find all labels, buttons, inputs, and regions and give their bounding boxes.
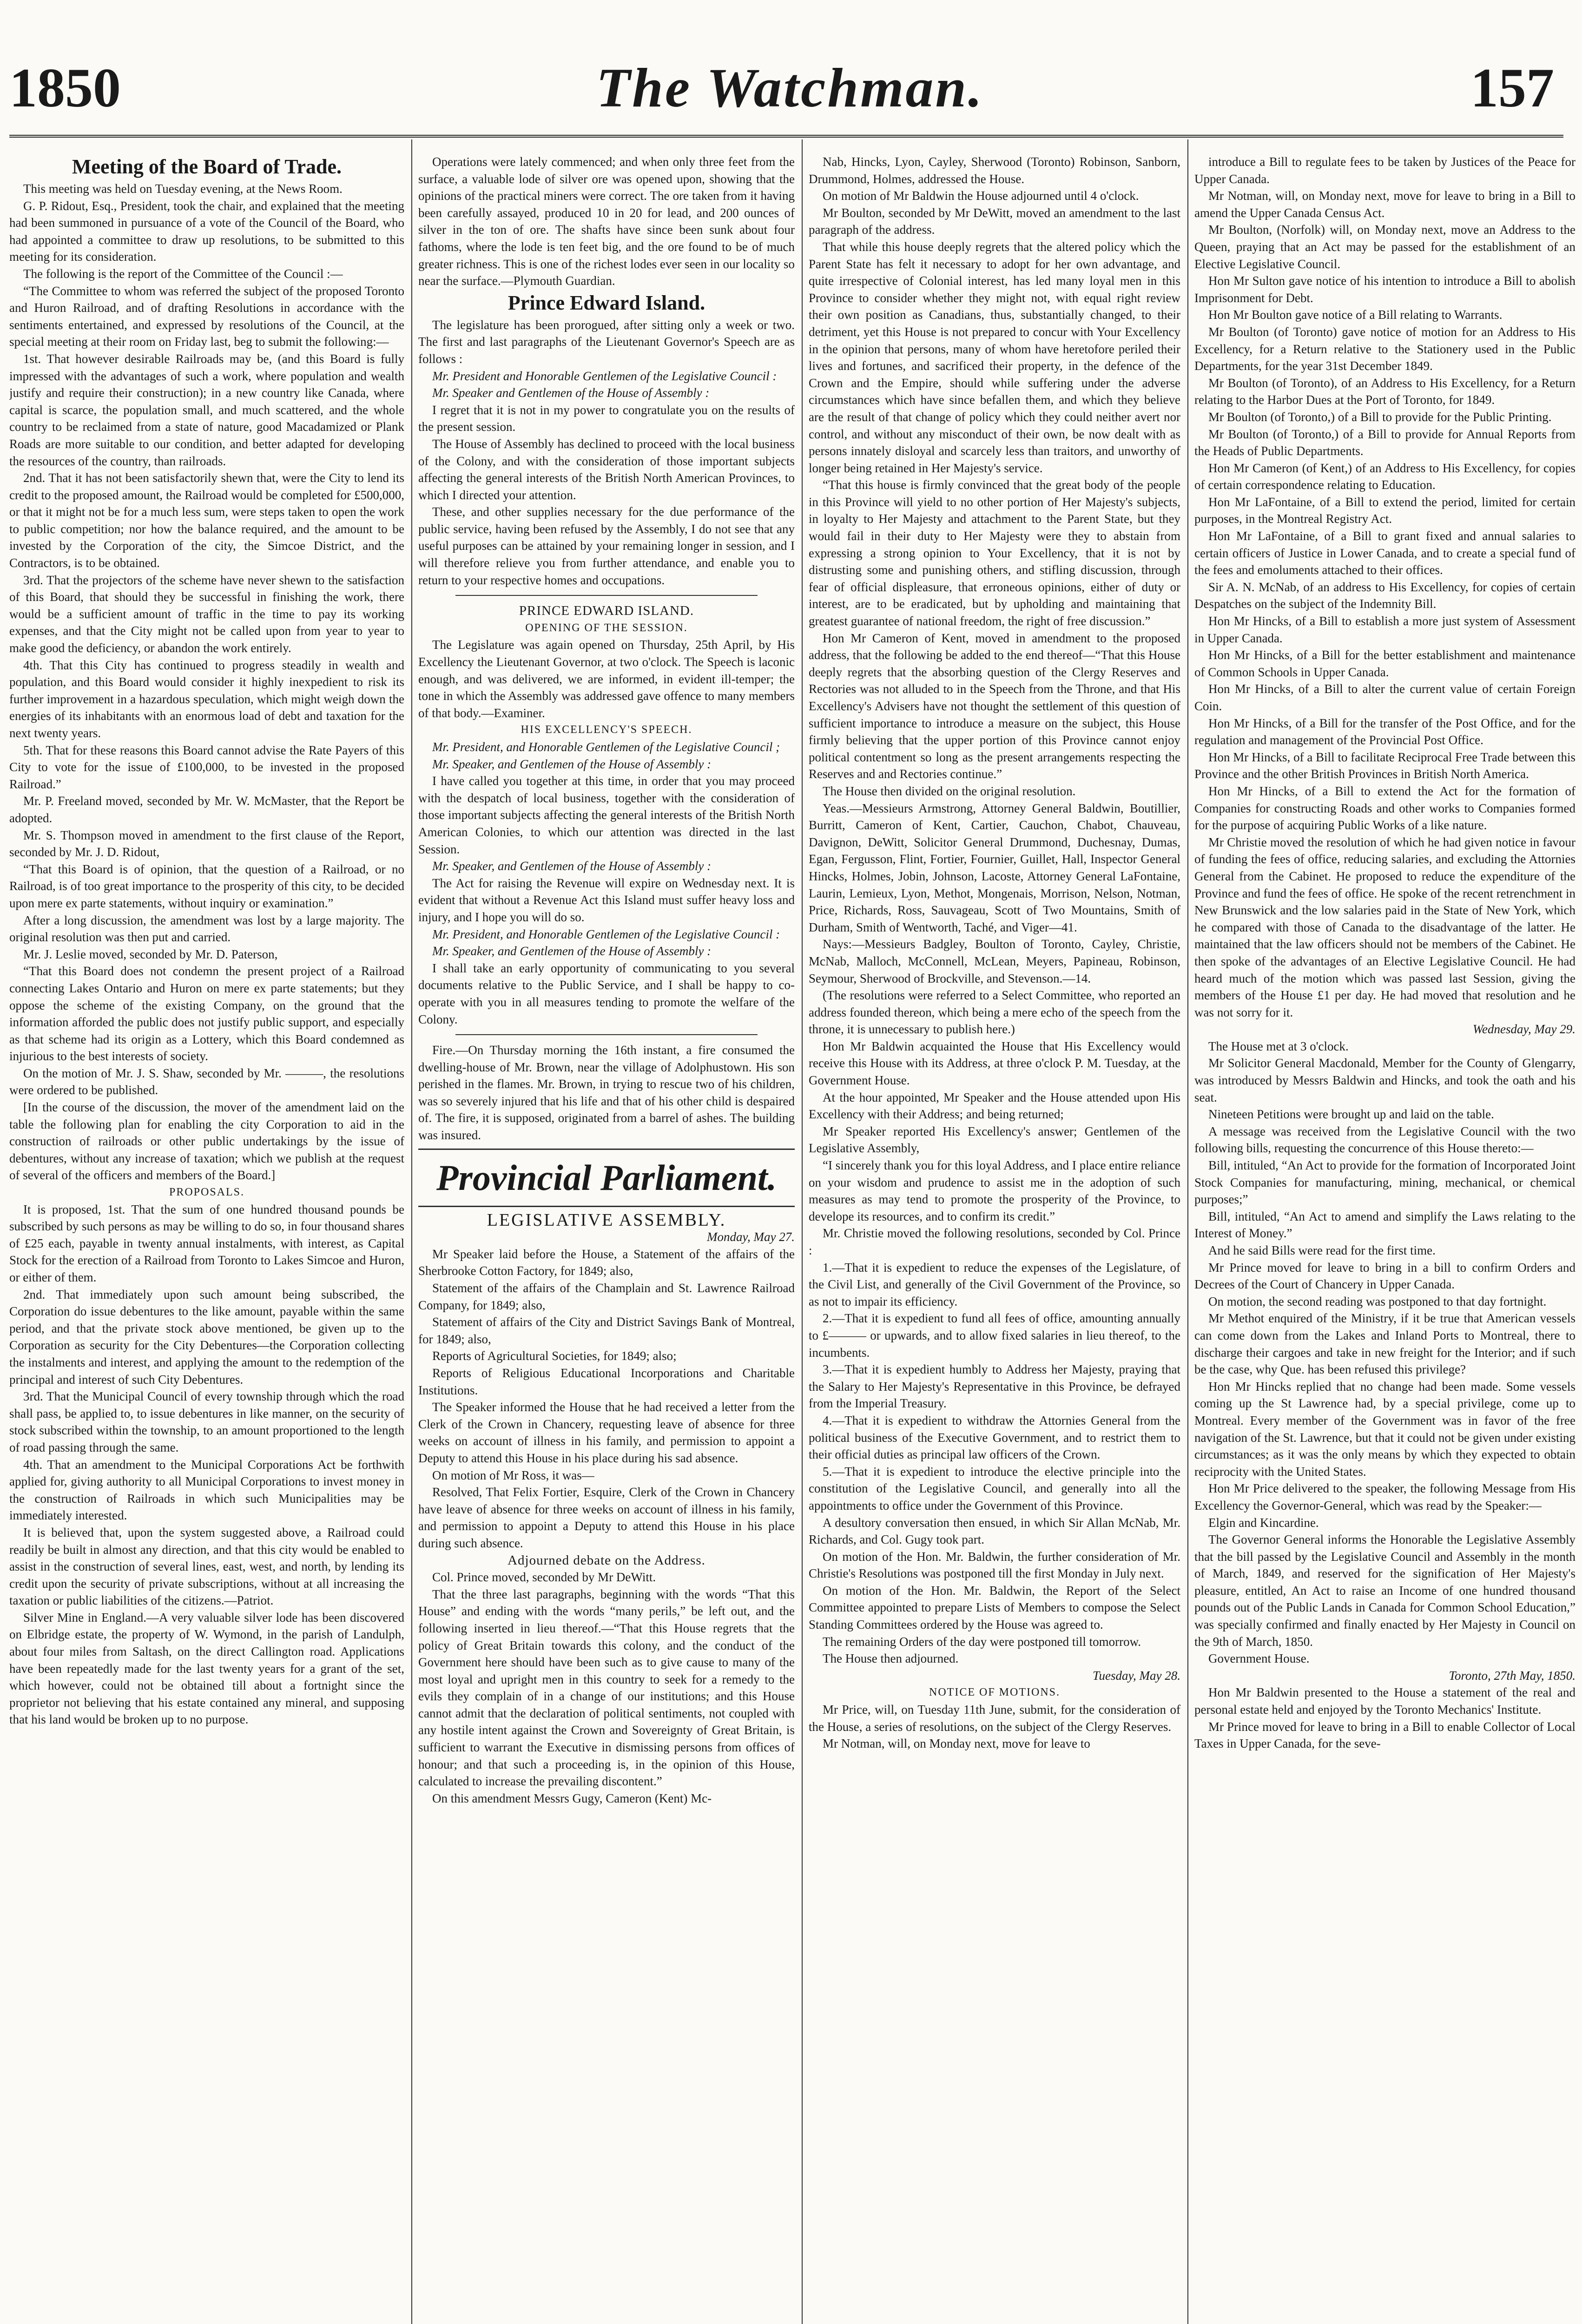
paragraph: On the motion of Mr. J. S. Shaw, seconded by Mr. ———, the resolutions were ordered to be published.: [9, 1066, 404, 1097]
paragraph: Hon Mr Hincks, of a Bill for the better establishment and maintenance of Common Schools in Upper Canada.: [1194, 648, 1575, 679]
paragraph: Bill, intituled, “An Act to amend and simplify the Laws relating to the Interest of Money.”: [1194, 1209, 1575, 1241]
paragraph: Hon Mr Hincks, of a Bill to alter the current value of certain Foreign Coin.: [1194, 682, 1575, 713]
paragraph: A desultory conversation then ensued, in which Sir Allan McNab, Mr. Richards, and Col. Gugy took part.: [809, 1515, 1180, 1547]
section-banner: Provincial Parliament.: [436, 1157, 777, 1198]
dateline: Monday, May 27.: [707, 1230, 795, 1244]
paragraph: “I sincerely thank you for this loyal Address, and I place entire reliance on your wisdom and prudence to assist me in the adoption of such measures as may tend to promote the prosperity of the Province, to develope its resources, and to confirm its credit.”: [809, 1158, 1180, 1223]
paragraph: And he said Bills were read for the first time.: [1208, 1243, 1436, 1257]
paragraph: On motion of the Hon. Mr. Baldwin, the further consideration of Mr. Christie's Resolutions was postponed till the first Monday in July next.: [809, 1549, 1180, 1581]
address-line: Mr. President and Honorable Gentlemen of the Legislative Council :: [432, 369, 777, 383]
section-subtitle: LEGISLATIVE ASSEMBLY.: [487, 1210, 726, 1230]
paragraph: 5.—That it is expedient to introduce the elective principle into the constitution of the Legislative Council, and generally into all the appointments to office under the Government of this Province.: [809, 1464, 1180, 1512]
paragraph: “That this house is firmly convinced that the great body of the people in this Province will yield to no other portion of Her Majesty's subjects, in loyalty to Her Majesty and attachment to the Parent State, but they would fail in their duty to Her Majesty were they to abstain from expressing a strong opinion to Your Excellency, that it is not by distrusting some and punishing others, and stifling discussion, through fear of official displeasure, that erroneous opinions, either of duty or interest, are to be eradicated, but by upholding and maintaining that greatest guarantee of national freedom, the right of free discussion.”: [809, 478, 1180, 628]
column-1: [9, 153, 404, 2324]
paragraph: 1st. That however desirable Railroads may be, (and this Board is fully impressed with the advantages of such a work, where population and wealth justify and require their construction); in a new country like Canada, where capital is scarce, the population small, and much scattered, and the whole country to be reclaimed from a state of nature, good Macadamized or Plank Roads are more suitable to our condition, and better adapted for developing the resources of the country, than railroads.: [9, 351, 404, 468]
dateline: Wednesday, May 29.: [1473, 1022, 1575, 1037]
paragraph: Fire.—On Thursday morning the 16th instant, a fire consumed the dwelling-house of Mr. Brown, near the village of Adolphustown. His son perished in the flames. Mr. Brown, in trying to rescue two of his children, was so severely injured that his life and that of his other child is despaired of. The fire, it is supposed, originated from a barrel of ashes. The building was insured.: [418, 1043, 795, 1142]
column-divider: [1187, 139, 1188, 2324]
paragraph: Hon Mr LaFontaine, of a Bill to extend the period, limited for certain purposes, in the Montreal Registry Act.: [1194, 495, 1575, 526]
masthead-rule: [9, 135, 1563, 138]
address-line: Mr. President, and Honorable Gentlemen of the Legislative Council ;: [432, 740, 780, 754]
paragraph: 2nd. That immediately upon such amount being subscribed, the Corporation do issue debentures to the like amount, payable within the same period, and that the private stock above mentioned, be given up to the Corporation as security for the City Debentures—the Corporation collecting the instalments and interest, and applying the amount to the redemption of the principal and interest of such City Debentures.: [9, 1287, 404, 1386]
paragraph: The remaining Orders of the day were postponed till tomorrow.: [823, 1634, 1141, 1649]
address-line: Mr. Speaker, and Gentlemen of the House of Assembly :: [432, 944, 712, 958]
article-heading: Prince Edward Island.: [508, 291, 705, 314]
paragraph: The Legislature was again opened on Thursday, 25th April, by His Excellency the Lieutenant Governor, at two o'clock. The Speech is laconic enough, and was delivered, we are informed, in evident ill-temper; the tone in which the Assembly was addressed gave offence to many members of that body.—Examiner.: [418, 638, 795, 720]
column-3: [809, 153, 1180, 2324]
paragraph: 2.—That it is expedient to fund all fees of office, amounting annually to £——— or upwards, and to allow fixed salaries in lieu thereof, to the incumbents.: [809, 1311, 1180, 1360]
paragraph: Mr Speaker laid before the House, a Statement of the affairs of the Sherbrooke Cotton Factory, for 1849; also,: [418, 1247, 795, 1278]
paragraph: Hon Mr Baldwin presented to the House a statement of the real and personal estate held and enjoyed by the Toronto Mechanics' Institute.: [1194, 1685, 1575, 1717]
paragraph: 2nd. That it has not been satisfactorily shewn that, were the City to lend its credit to the proposed amount, the Railroad would be completed for £500,000, or that it might not be for a much less sum, were steps taken to open the work to public competition; nor how the balance required, and the amount to be invested by the Corporation of the city, the Simcoe District, and the Contractors, is to be obtained.: [9, 471, 404, 570]
paragraph: Mr Prince moved for leave to bring in a Bill to enable Collector of Local Taxes in Upper Canada, for the seve-: [1194, 1719, 1575, 1751]
paragraph: A message was received from the Legislative Council with the two following bills, requesting the concurrence of this House thereto:—: [1194, 1124, 1575, 1155]
article-heading: Meeting of the Board of Trade.: [72, 155, 342, 178]
paragraph: The House of Assembly has declined to proceed with the local business of the Colony, and with the consideration of those important subjects affecting the general interests of the British North American Provinces, to which I directed your attention.: [418, 436, 795, 502]
paragraph: Hon Mr Hincks, of a Bill to extend the Act for the formation of Companies for constructing Roads and other works to Companies formed for the purpose of acquiring Public Works of a like nature.: [1194, 784, 1575, 832]
paragraph: Statement of the affairs of the Champlain and St. Lawrence Railroad Company, for 1849; also,: [418, 1281, 795, 1312]
column-2: [418, 153, 795, 2324]
paragraph: Mr Notman, will, on Monday next, move for leave to: [823, 1736, 1090, 1751]
page-number: 157: [1470, 57, 1554, 119]
paragraph: Mr Notman, will, on Monday next, move for leave to bring in a Bill to amend the Upper Canada Census Act.: [1194, 189, 1575, 220]
paragraph: That the three last paragraphs, beginning with the words “That this House” and ending with the words “many perils,” be left out, and the following inserted in lieu thereof.—“That this House regrets that the policy of Great Britain towards this colony, and the conduct of the Government here should have been such as to give cause to many of the most loyal and upright men in this country to seek for a remedy to the evils they complain of in a change of our institutions; and this House cannot admit that the declaration of political sentiments, not coupled with any hostile intent against the Crown and Sovereignty of Great Britain, is sufficient to warrant the Executive in dismissing persons from offices of honour; and that such a proceeding is, in the opinion of this House, calculated to increase the prevailing discontent.”: [418, 1587, 795, 1789]
section-rule: [455, 595, 758, 596]
paragraph: On motion of the Hon. Mr. Baldwin, the Report of the Select Committee appointed to prepare Lists of Members to compose the Select Standing Committees ordered by the House was agreed to.: [809, 1583, 1180, 1632]
paragraph: Silver Mine in England.—A very valuable silver lode has been discovered on Elbridge estate, the property of W. Wymond, in the parish of Landulph, about four miles from Saltash, on the direct Callington road. Applications have been repeatedly made for the last twenty years for a grant of the set, which however, could not be obtained till about a fortnight since the proprietor not believing that his estate contained any mineral, and supposing that his land would be broken up to no purpose.: [9, 1610, 404, 1727]
paragraph: Hon Mr Price delivered to the speaker, the following Message from His Excellency the Governor-General, which was read by the Speaker:—: [1194, 1481, 1575, 1512]
paragraph: Hon Mr Cameron (of Kent,) of an Address to His Excellency, for copies of certain correspondence relating to Education.: [1194, 461, 1575, 492]
paragraph: Nab, Hincks, Lyon, Cayley, Sherwood (Toronto) Robinson, Sanborn, Drummond, Holmes, addressed the House.: [809, 155, 1180, 186]
section-subheading: Adjourned debate on the Address.: [508, 1552, 705, 1568]
paragraph: These, and other supplies necessary for the due performance of the public service, having been refused by the Assembly, I do not see that any useful purposes can be attained by your remaining longer in session, and I will therefore relieve you from further attendance, and enable you to return to your respective homes and occupations.: [418, 505, 795, 587]
section-rule: [455, 1034, 758, 1035]
paragraph: Hon Mr Hincks, of a Bill for the transfer of the Post Office, and for the regulation and management of the Provincial Post Office.: [1194, 716, 1575, 747]
paragraph: Mr Boulton (of Toronto), of an Address to His Excellency, for a Return relating to the Harbor Dues at the Port of Toronto, for 1849.: [1194, 376, 1575, 407]
paragraph: G. P. Ridout, Esq., President, took the chair, and explained that the meeting had been summoned in pursuance of a vote of the Council of the Board, who had appointed a committee to draw up resolutions, to be submitted to this meeting for its consideration.: [9, 198, 404, 264]
paragraph: (The resolutions were referred to a Select Committee, who reported an address founded thereon, which being a mere echo of the speech from the throne, it is unnecessary to publish here.): [809, 988, 1180, 1037]
paragraph: Nays:—Messieurs Badgley, Boulton of Toronto, Cayley, Christie, McNab, Malloch, McConnell, McLean, Meyers, Papineau, Robinson, Seymour, Sherwood of Brockville, and Stevenson.—14.: [809, 937, 1180, 985]
paragraph: introduce a Bill to regulate fees to be taken by Justices of the Peace for Upper Canada.: [1194, 155, 1575, 186]
paragraph: 5th. That for these reasons this Board cannot advise the Rate Payers of this City to vote for the issue of £100,000, to be invested in the proposed Railroad.”: [9, 743, 404, 791]
section-label: HIS EXCELLENCY'S SPEECH.: [521, 724, 692, 736]
paragraph: “That this Board is of opinion, that the question of a Railroad, or no Railroad, is of too great importance to the prosperity of this city, to be decided upon mere ex parte statements, without inquiry or examination.”: [9, 862, 404, 910]
paragraph: The Governor General informs the Honorable the Legislative Assembly that the bill passed by the Legislative Council and Assembly in the month of March, 1849, and reserved for the signification of Her Majesty's pleasure, entitled, An Act to raise an Income of one hundred thousand pounds out of the Public Lands in Canada for Common School Education,” was specially confirmed and finally enacted by Her Majesty in Council on the 9th of March, 1850.: [1194, 1532, 1575, 1649]
address-line: Mr. Speaker, and Gentlemen of the House of Assembly :: [432, 859, 712, 873]
paragraph: Mr Boulton (of Toronto,) of a Bill to provide for Annual Reports from the Heads of Public Departments.: [1194, 427, 1575, 458]
paragraph: 3rd. That the projectors of the scheme have never shewn to the satisfaction of this Board, that should they be successful in finishing the work, there would be a sufficient amount of traffic in the time to pay its working expenses, and that the City might not be called upon from year to year to make good the deficiency, or abandon the work entirely.: [9, 573, 404, 655]
paragraph: This meeting was held on Tuesday evening, at the News Room.: [23, 182, 343, 196]
paragraph: 4.—That it is expedient to withdraw the Attornies General from the political business of the Executive Government, and to restrict them to their official duties as principal law officers of the Crown.: [809, 1413, 1180, 1462]
paragraph: Hon Mr Baldwin acquainted the House that His Excellency would receive this House with its Address, at three o'clock P. M. Tuesday, at the Government House.: [809, 1039, 1180, 1088]
column-divider: [802, 139, 803, 2324]
paragraph: Mr. S. Thompson moved in amendment to the first clause of the Report, seconded by Mr. J. D. Ridout,: [9, 828, 404, 859]
paragraph: 3.—That it is expedient humbly to Address her Majesty, praying that the Salary to Her Majesty's Representative in this Province, be defrayed from the Imperial Treasury.: [809, 1362, 1180, 1411]
paragraph: Mr Solicitor General Macdonald, Member for the County of Glengarry, was introduced by Messrs Baldwin and Hincks, and took the oath and his seat.: [1194, 1056, 1575, 1104]
paragraph: Government House.: [1208, 1651, 1310, 1666]
paragraph: 4th. That an amendment to the Municipal Corporations Act be forthwith applied for, giving authority to all Municipal Corporations to invest money in the construction of Railroads in which such Municipalities may be immediately interested.: [9, 1457, 404, 1523]
section-subheading: PRINCE EDWARD ISLAND.: [519, 603, 694, 619]
address-line: Mr. Speaker, and Gentlemen of the House of Assembly :: [432, 757, 712, 771]
paragraph: Hon Mr Hincks, of a Bill to facilitate Reciprocal Free Trade between this Province and the other British Provinces in British North America.: [1194, 750, 1575, 781]
paragraph: 4th. That this City has continued to progress steadily in wealth and population, and this Board would consider it highly inexpedient to risk its further improvement in a hazardous speculation, which might weigh down the energies of its inhabitants with an enormous load of debt and taxation for the next twenty years.: [9, 658, 404, 740]
address-line: Mr. Speaker and Gentlemen of the House of Assembly :: [432, 386, 710, 400]
paragraph: Bill, intituled, “An Act to provide for the formation of Incorporated Joint Stock Companies for manufacturing, mining, mechanical, or chemical purposes;”: [1194, 1158, 1575, 1207]
paragraph: Mr. P. Freeland moved, seconded by Mr. W. McMaster, that the Report be adopted.: [9, 794, 404, 825]
paragraph: Mr Speaker reported His Excellency's answer; Gentlemen of the Legislative Assembly,: [809, 1124, 1180, 1155]
section-label: OPENING OF THE SESSION.: [525, 621, 688, 634]
paragraph: Hon Mr Sulton gave notice of his intention to introduce a Bill to abolish Imprisonment for Debt.: [1194, 274, 1575, 305]
paragraph: I shall take an early opportunity of communicating to you several documents relative to the Public Service, and I shall be happy to co-operate with you in all measures tending to promote the welfare of the Colony.: [418, 961, 795, 1026]
paragraph: It is believed that, upon the system suggested above, a Railroad could readily be built in almost any direction, and that this city would be enabled to assist in the construction of several lines, east, west, and north, by lending its credit upon the security of private subscriptions, without at all increasing the taxation or public liabilities of the citizens.—Patriot.: [9, 1525, 404, 1608]
section-rule: [418, 1149, 795, 1150]
section-label: PROPOSALS.: [169, 1186, 245, 1199]
paragraph: I regret that it is not in my power to congratulate you on the results of the present session.: [418, 403, 795, 434]
paragraph: [In the course of the discussion, the mover of the amendment laid on the table the following plan for enabling the city Corporation to aid in the construction of railroads or other public undertakings by the issue of debentures, without any increase of taxation; which we publish at the request of several of the officers and members of the Board.]: [9, 1100, 404, 1182]
paragraph: Mr. J. Leslie moved, seconded by Mr. D. Paterson,: [23, 947, 278, 961]
masthead: [0, 0, 1582, 153]
paragraph: The Speaker informed the House that he had received a letter from the Clerk of the Crown in Chancery, requesting leave of absence for three weeks on account of illness in his family, and permission to appoint a Deputy to attend this House in his place during his sad absence.: [418, 1400, 795, 1465]
paragraph: Reports of Religious Educational Incorporations and Charitable Institutions.: [418, 1366, 795, 1397]
paragraph: Hon Mr Hincks replied that no change had been made. Some vessels coming up the St Lawrence had, by a special privilege, come up to Montreal. Every member of the Government was in favor of the free navigation of the St. Lawrence, but that it could not be given under existing circumstances; as it was the only means by which they expected to obtain reciprocity with the United States.: [1194, 1379, 1575, 1479]
paragraph: Mr Prince moved for leave to bring in a bill to confirm Orders and Decrees of the Court of Chancery in Upper Canada.: [1194, 1260, 1575, 1292]
paragraph: Hon Mr Cameron of Kent, moved in amendment to the proposed address, that the following be added to the end thereof—“That this House deeply regrets that the absorbing question of the Clergy Reserves and Rectories was not alluded to in the Speech from the Throne, and that His Excellency's Advisers have not thought the settlement of this question of sufficient importance to introduce a measure on the subject, this House firmly believing that the upper portion of this Province cannot enjoy political contentment so long as the present arrangements respecting the Reserves and and Rectories continue.”: [809, 631, 1180, 781]
paragraph: The Act for raising the Revenue will expire on Wednesday next. It is evident that without a Revenue Act this Island must suffer heavy loss and injury, and I hope you will do so.: [418, 876, 795, 924]
paragraph: The House then divided on the original resolution.: [823, 784, 1076, 798]
paragraph: Operations were lately commenced; and when only three feet from the surface, a valuable lode of silver ore was opened upon, showing that the opinions of the practical miners were correct. The ore taken from it having been carefully assayed, produced 10 in 20 for lead, and 200 ounces of silver in the ton of ore. The shafts have since been sunk about four fathoms, where the lode is ten feet big, and the ore found to be of much greater richness. This is one of the richest lodes ever seen in our locality so near the surface.—Plymouth Guardian.: [418, 155, 795, 288]
paragraph: Mr. Christie moved the following resolutions, seconded by Col. Prince :: [809, 1226, 1180, 1257]
paragraph: “That this Board does not condemn the present project of a Railroad connecting Lakes Ontario and Huron on mere ex parte statements; but they oppose the scheme of the existing Company, on the ground that the information afforded the public does not justify public support, and especially as that scheme had its origin as a Lottery, which this Board condemned as injurious to the best interests of society.: [9, 964, 404, 1063]
paragraph: 3rd. That the Municipal Council of every township through which the road shall pass, be applied to, to issue debentures in like manner, on the security of stock subscribed within the township, to an amount proportioned to the length of road passing through the same.: [9, 1389, 404, 1454]
paragraph: Mr Methot enquired of the Ministry, if it be true that American vessels can come down from the Lakes and Inland Ports to Montreal, there to discharge their cargoes and take in new freight for the Interior; and if such be the case, why Que. has been refused this privilege?: [1194, 1311, 1575, 1377]
paragraph: Mr Boulton, (Norfolk) will, on Monday next, move an Address to the Queen, praying that an Act may be passed for the establishment of an Elective Legislative Council.: [1194, 223, 1575, 271]
column-divider: [411, 139, 412, 2324]
paragraph: The following is the report of the Committee of the Council :—: [23, 266, 343, 281]
paragraph: The House then adjourned.: [823, 1651, 959, 1666]
paragraph: The legislature has been prorogued, after sitting only a week or two. The first and last paragraphs of the Lieutenant Governor's Speech are as follows :: [418, 317, 795, 366]
paragraph: Col. Prince moved, seconded by Mr DeWitt.: [432, 1570, 656, 1585]
paragraph: On motion, the second reading was postponed to that day fortnight.: [1208, 1294, 1547, 1308]
paragraph: After a long discussion, the amendment was lost by a large majority. The original resolution was then put and carried.: [9, 913, 404, 944]
paragraph: Reports of Agricultural Societies, for 1849; also;: [432, 1349, 677, 1363]
paragraph: Resolved, That Felix Fortier, Esquire, Clerk of the Crown in Chancery have leave of absence for three weeks on account of illness in his family, and permission to appoint a Deputy to attend this House in his place during such absence.: [418, 1485, 795, 1550]
paragraph: The House met at 3 o'clock.: [1208, 1039, 1349, 1053]
paragraph: It is proposed, 1st. That the sum of one hundred thousand pounds be subscribed by such persons as may be willing to do so, in four thousand shares of £25 each, payable in twenty annual instalments, with interest, as Capital Stock for the erection of a Railroad from Toronto to Lakes Simcoe and Huron, or either of them.: [9, 1202, 404, 1284]
paragraph: Mr Price, will, on Tuesday 11th June, submit, for the consideration of the House, a series of resolutions, on the subject of the Clergy Reserves.: [809, 1703, 1180, 1734]
issue-year: 1850: [9, 57, 121, 119]
paragraph: Mr Boulton, seconded by Mr DeWitt, moved an amendment to the last paragraph of the address.: [809, 205, 1180, 237]
paragraph: On this amendment Messrs Gugy, Cameron (Kent) Mc-: [432, 1791, 712, 1805]
paragraph: Mr Christie moved the resolution of which he had given notice in favour of funding the fees of office, reducing salaries, and excluding the Attornies General from the Cabinet. He proposed to reduce the expenditure of the Province and fund the fees of office. He spoke of the recent retrenchment in New Brunswick and the low salaries paid in the State of New York, which he compared with those of Canada to the disadvantage of the latter. He maintained that the law officers should not be members of the Cabinet. He then spoke of the advantages of an Elective Legislative Council. He had heard much of the motion which was passed last Session, giving the members of the House £1 per day. He had moved that resolution and he was not sorry for it.: [1194, 835, 1575, 1019]
paragraph: I have called you together at this time, in order that you may proceed with the despatch of local business, together with the consideration of those important subjects affecting the general interests of the British North American Colonies, to which our attention was directed in the last Session.: [418, 774, 795, 856]
paragraph: On motion of Mr Baldwin the House adjourned until 4 o'clock.: [823, 189, 1139, 203]
paragraph: Mr Boulton (of Toronto,) of a Bill to provide for the Public Printing.: [1208, 409, 1552, 424]
paragraph: Yeas.—Messieurs Armstrong, Attorney General Baldwin, Boutillier, Burritt, Cameron of Kent, Cartier, Cauchon, Chabot, Chauveau, Davignon, DeWitt, Solicitor General Drummond, Duchesnay, Dumas, Egan, Fergusson, Flint, Fortier, Fournier, Guillet, Hall, Inspector General Hincks, Holmes, Jobin, Johnson, Lacoste, Attorney General LaFontaine, Laurin, Lemieux, Lyon, Methot, Mongenais, Morrison, Nelson, Notman, Price, Richards, Ross, Sauvageau, Scott of Two Mountains, Smith of Durham, Smith of Wentworth, Taché, and Viger—41.: [809, 801, 1180, 934]
paragraph: On motion of Mr Ross, it was—: [432, 1468, 594, 1482]
paragraph: Mr Boulton (of Toronto) gave notice of motion for an Address to His Excellency, for a Return relative to the Stationery used in the Public Departments, for the year 31st December 1849.: [1194, 324, 1575, 373]
paragraph: 1.—That it is expedient to reduce the expenses of the Legislature, of the Civil List, and generally of the Civil Government of the Province, so as not to impair its efficiency.: [809, 1260, 1180, 1308]
paragraph: Hon Mr Hincks, of a Bill to establish a more just system of Assessment in Upper Canada.: [1194, 614, 1575, 645]
paragraph: Hon Mr LaFontaine, of a Bill to grant fixed and annual salaries to certain officers of Justice in Lower Canada, and to create a special fund of the fees and emoluments attached to their offices.: [1194, 529, 1575, 577]
section-label: NOTICE OF MOTIONS.: [929, 1686, 1060, 1699]
paragraph: That while this house deeply regrets that the altered policy which the Parent State has felt it necessary to adopt for her own advantage, and quite irrespective of Colonial interest, has led many loyal men in this Province to consider whether they might not, with equal right review their own position as Canadians, thus, substantially changed, to their detriment, yet this House is not prepared to concur with Your Excellency in the opinion that persons, many of whom have heretofore periled their lives and fortunes, and sacrificed their property, in the defence of the Crown and the Empire, should while suffering under the adverse circumstances which have since befallen them, and which they believe are the result of that change of policy which they could neither avert nor control, and without any misconduct of their own, be now dealt with as persons innately disloyal and scarcely less than traitors, and unworthy of longer being retained in Her Majesty's service.: [809, 239, 1180, 475]
paragraph: At the hour appointed, Mr Speaker and the House attended upon His Excellency with their Address; and being returned;: [809, 1090, 1180, 1122]
paragraph: Hon Mr Boulton gave notice of a Bill relating to Warrants.: [1208, 308, 1503, 322]
section-rule: [418, 1206, 795, 1207]
newspaper-title: The Watchman.: [596, 57, 984, 119]
address-line: Mr. President, and Honorable Gentlemen of the Legislative Council :: [432, 927, 780, 941]
dateline: Tuesday, May 28.: [1093, 1668, 1180, 1683]
dateline: Toronto, 27th May, 1850.: [1449, 1668, 1575, 1683]
paragraph: Sir A. N. McNab, of an address to His Excellency, for copies of certain Despatches on the subject of the Indemnity Bill.: [1194, 580, 1575, 611]
paragraph: “The Committee to whom was referred the subject of the proposed Toronto and Huron Railroad, and of drafting Resolutions in accordance with the sentiments entertained, and expressed by resolutions of the Council, at the special meeting at their room on Friday last, beg to submit the following:—: [9, 284, 404, 349]
paragraph: Statement of affairs of the City and District Savings Bank of Montreal, for 1849; also,: [418, 1315, 795, 1346]
paragraph: Nineteen Petitions were brought up and laid on the table.: [1208, 1107, 1494, 1122]
column-4: [1194, 153, 1575, 2324]
paragraph: Elgin and Kincardine.: [1208, 1515, 1319, 1530]
